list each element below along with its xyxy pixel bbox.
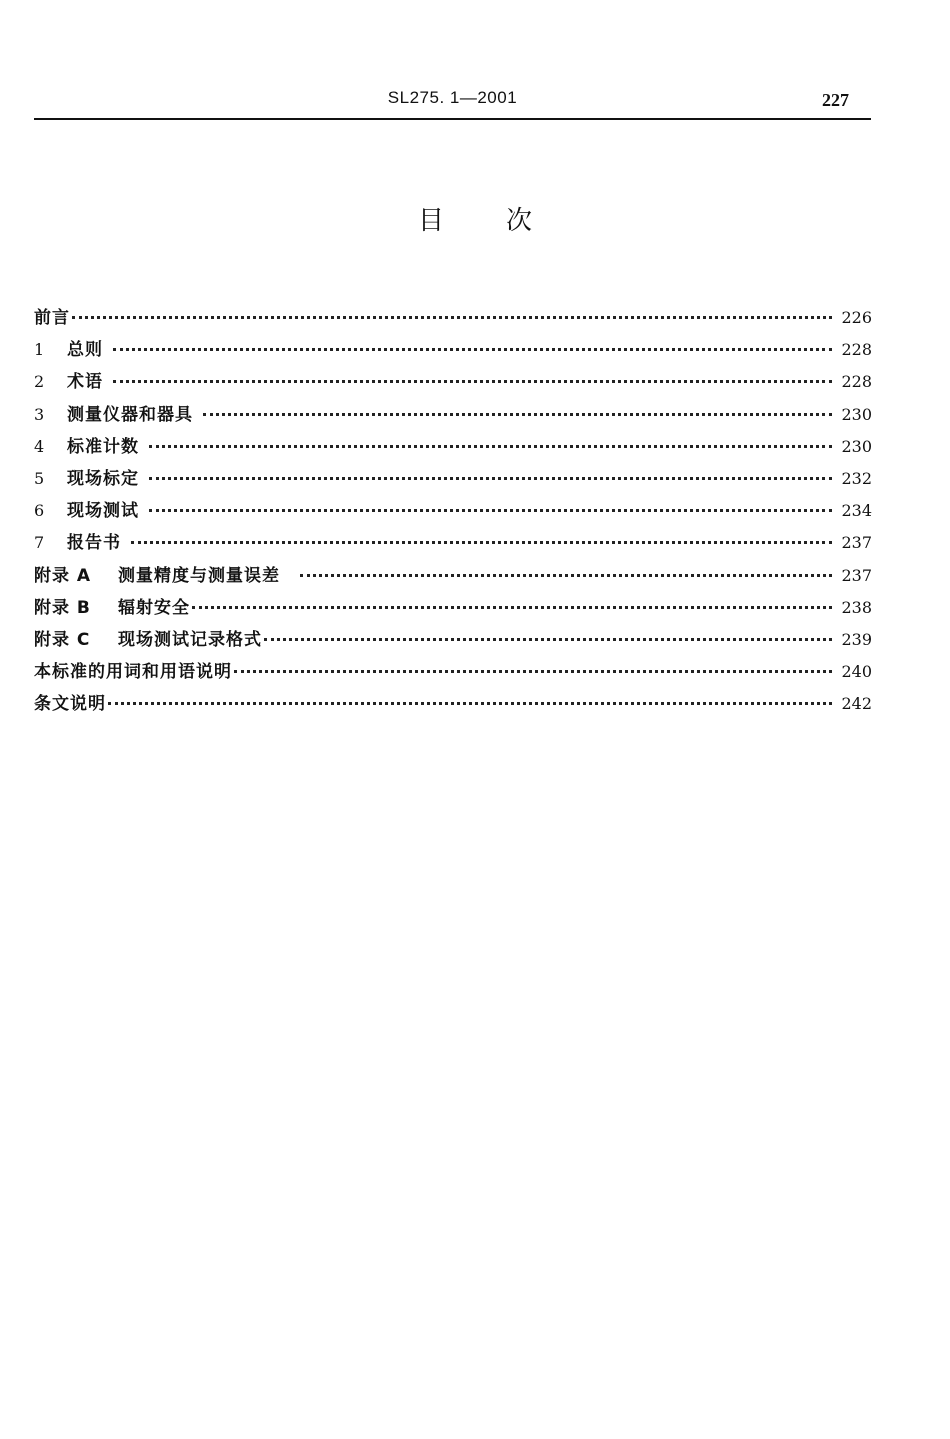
toc-entry-page: 234 bbox=[841, 501, 872, 521]
toc-entry-number: 6 bbox=[34, 501, 45, 521]
toc-entry-label: 测量仪器和器具 bbox=[67, 404, 193, 425]
toc-entry-page: 230 bbox=[841, 436, 872, 456]
toc-entry-number: 7 bbox=[34, 533, 45, 553]
dot-leader bbox=[131, 541, 832, 544]
dot-leader bbox=[203, 413, 832, 416]
dot-leader bbox=[113, 380, 832, 383]
toc-entry-page: 232 bbox=[841, 468, 872, 488]
toc-entry-label: 现场测试 bbox=[67, 501, 139, 522]
toc-entry-label: 现场标定 bbox=[67, 468, 139, 489]
toc-entry-label: 总则 bbox=[67, 340, 103, 361]
table-of-contents bbox=[34, 303, 872, 721]
toc-entry-6[interactable] bbox=[34, 496, 872, 528]
toc-entry-number: 5 bbox=[34, 468, 45, 488]
toc-entry-prefix: 附录 C bbox=[34, 629, 91, 650]
page-number: 227 bbox=[822, 90, 849, 110]
dot-leader bbox=[264, 638, 832, 641]
toc-entry-7[interactable] bbox=[34, 528, 872, 560]
dot-leader bbox=[300, 574, 832, 577]
toc-entry-number: 2 bbox=[34, 372, 45, 392]
standard-code: SL275. 1—2001 bbox=[387, 88, 518, 107]
toc-title: 目次 bbox=[417, 206, 594, 236]
toc-entry-appendix-c[interactable] bbox=[34, 625, 872, 657]
toc-entry-prefix: 附录 B bbox=[34, 597, 91, 618]
toc-entry-label: 报告书 bbox=[67, 533, 121, 554]
toc-entry-number: 4 bbox=[34, 436, 45, 456]
toc-entry-explanation[interactable] bbox=[34, 689, 872, 721]
toc-entry-number: 3 bbox=[34, 404, 45, 424]
toc-entry-label: 标准计数 bbox=[67, 436, 139, 457]
dot-leader bbox=[149, 477, 832, 480]
toc-entry-label: 条文说明 bbox=[34, 694, 106, 715]
toc-entry-label: 前言 bbox=[34, 308, 70, 328]
toc-entry-4[interactable] bbox=[34, 432, 872, 464]
toc-entry-page: 230 bbox=[841, 404, 872, 424]
toc-entry-appendix-a[interactable] bbox=[34, 561, 872, 593]
toc-entry-wording-notes[interactable] bbox=[34, 657, 872, 689]
toc-entry-label: 辐射安全 bbox=[118, 597, 190, 618]
toc-entry-2[interactable] bbox=[34, 367, 872, 399]
dot-leader bbox=[113, 348, 832, 351]
dot-leader bbox=[234, 670, 832, 673]
toc-entry-3[interactable] bbox=[34, 400, 872, 432]
toc-entry-label: 本标准的用词和用语说明 bbox=[34, 662, 232, 683]
toc-entry-page: 239 bbox=[841, 629, 872, 649]
toc-entry-preface[interactable] bbox=[34, 303, 872, 335]
toc-entry-prefix: 附录 A bbox=[34, 565, 92, 586]
toc-entry-page: 238 bbox=[841, 597, 872, 617]
toc-entry-page: 237 bbox=[841, 533, 872, 553]
toc-entry-page: 240 bbox=[841, 662, 872, 682]
toc-entry-label: 现场测试记录格式 bbox=[118, 629, 262, 650]
dot-leader bbox=[149, 445, 832, 448]
toc-entry-page: 228 bbox=[841, 340, 872, 360]
toc-entry-page: 242 bbox=[841, 694, 872, 714]
toc-entry-page: 226 bbox=[841, 308, 872, 327]
toc-entry-page: 228 bbox=[841, 372, 872, 392]
dot-leader bbox=[108, 702, 832, 705]
toc-entry-1[interactable] bbox=[34, 335, 872, 367]
toc-entry-label: 术语 bbox=[67, 372, 103, 393]
toc-entry-5[interactable] bbox=[34, 464, 872, 496]
toc-entry-appendix-b[interactable] bbox=[34, 593, 872, 625]
dot-leader bbox=[192, 606, 832, 609]
page-header bbox=[34, 84, 871, 120]
dot-leader bbox=[149, 509, 832, 512]
dot-leader bbox=[72, 316, 832, 319]
toc-entry-label: 测量精度与测量误差 bbox=[118, 565, 280, 586]
toc-entry-number: 1 bbox=[34, 340, 45, 360]
toc-entry-page: 237 bbox=[841, 565, 872, 585]
